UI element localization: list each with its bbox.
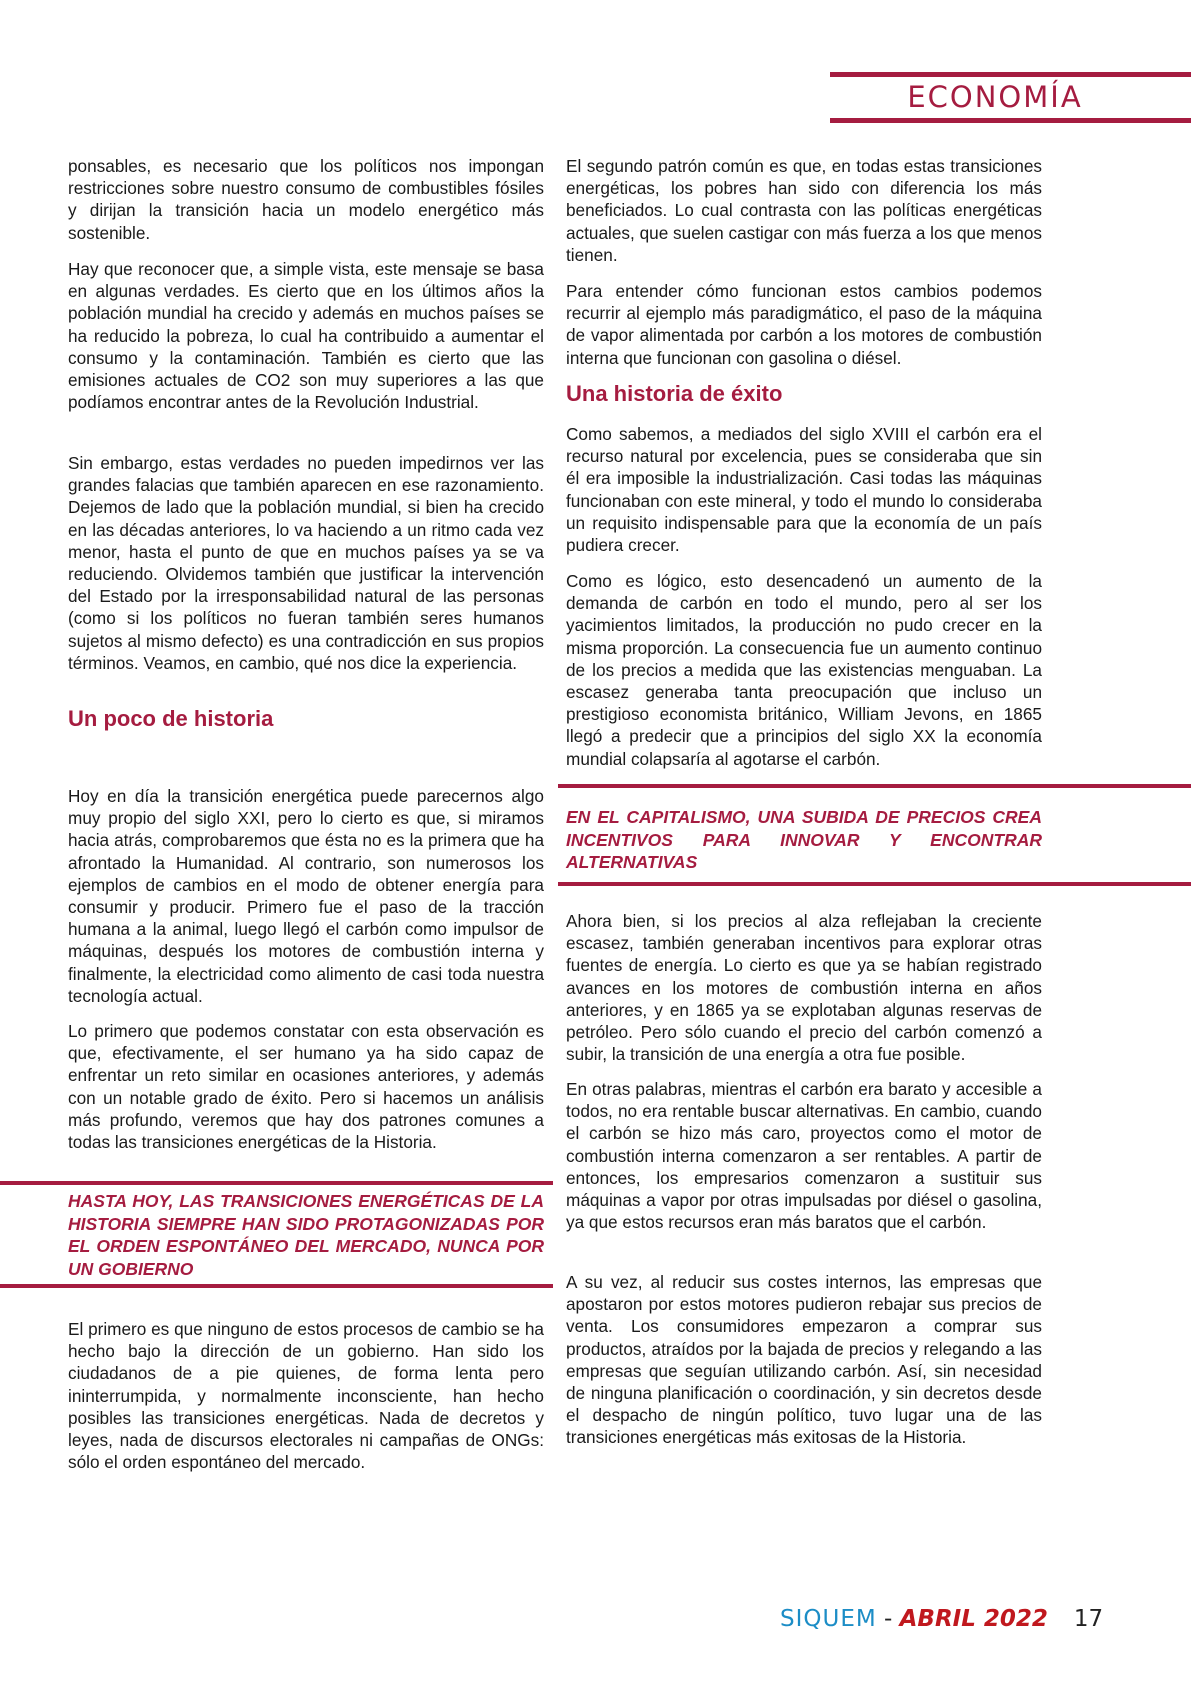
paragraph: Hay que reconocer que, a simple vista, este mensaje se basa en algunas verdades. Es cierto que en los últimos años la población mundial ha crecido y además en muchos países se ha reducido la pobreza, lo cual ha contribuido a aumentar el consumo y la contaminación. También es cierto que las emisiones actuales de CO2 son muy superiores a las que podíamos encontrar antes de la Revolución Industrial. bbox=[68, 259, 544, 413]
paragraph: Hoy en día la transición energética puede parecernos algo muy propio del siglo XXI, pero lo cierto es que, si miramos hacia atrás, comprobaremos que ésta no es la primera que ha afrontado la Humanidad. Al contrario, son numerosos los ejemplos de cambios en el modo de obtener energía para consumir y producir. Primero fue el paso de la tracción humana a la animal, luego llegó el carbón como impulsor de máquinas, después los motores de combustión interna y finalmente, la electricidad como alimento de casi toda nuestra tecnología actual. bbox=[68, 786, 544, 1006]
page-number: 17 bbox=[1073, 1606, 1104, 1632]
paragraph: ponsables, es necesario que los políticos nos impongan restricciones sobre nuestro consumo de combustibles fósiles y dirijan la transición hacia un modelo energético más sostenible. bbox=[68, 156, 544, 243]
pullquote-rule bbox=[0, 1284, 553, 1288]
pull-quote: HASTA HOY, LAS TRANSICIONES ENERGÉTICAS DE LA HISTORIA SIEMPRE HAN SIDO PROTAGONIZADAS POR EL ORDEN ESPONTÁNEO DEL MERCADO, NUNCA POR UN GOBIERNO bbox=[68, 1191, 544, 1279]
section-title: ECONOMÍA bbox=[907, 80, 1083, 114]
paragraph: En otras palabras, mientras el carbón era barato y accesible a todos, no era rentable buscar alternativas. En cambio, cuando el carbón se hizo más caro, proyectos como el motor de combustión interna comenzaron a ser rentables. A partir de entonces, los empresarios comenzaron a sustituir sus máquinas a vapor por otras impulsadas por diésel o gasolina, ya que estos recursos eran más baratos que el carbón. bbox=[566, 1079, 1042, 1233]
subheading: Un poco de historia bbox=[68, 706, 274, 731]
paragraph: Lo primero que podemos constatar con esta observación es que, efectivamente, el ser humano ya ha sido capaz de enfrentar un reto similar en ocasiones anteriores, y además con un notable grado de éxito. Pero si hacemos un análisis más profundo, veremos que hay dos patrones comunes a todas las transiciones energéticas de la Historia. bbox=[68, 1021, 544, 1153]
paragraph: Como sabemos, a mediados del siglo XVIII el carbón era el recurso natural por excelencia, pues se consideraba que sin él era imposible la industrialización. Casi todas las máquinas funcionaban con este mineral, y todo el mundo lo consideraba un requisito indispensable para que la economía de un país pudiera crecer. bbox=[566, 424, 1042, 556]
pullquote-rule bbox=[0, 1181, 553, 1185]
paragraph: El segundo patrón común es que, en todas estas transiciones energéticas, los pobres han sido con diferencia los más beneficiados. Lo cual contrasta con las políticas energéticas actuales, que suelen castigar con más fuerza a los que menos tienen. bbox=[566, 156, 1042, 265]
issue-date: ABRIL 2022 bbox=[899, 1606, 1048, 1632]
paragraph: Ahora bien, si los precios al alza reflejaban la creciente escasez, también generaban incentivos para explorar otras fuentes de energía. Lo cierto es que ya se habían registrado avances en los motores de combustión interna en años anteriores, y en 1865 ya se explotaban algunas reservas de petróleo. Pero sólo cuando el precio del carbón comenzó a subir, la transición de una energía a otra fue posible. bbox=[566, 911, 1042, 1065]
paragraph: A su vez, al reducir sus costes internos, las empresas que apostaron por estos motores pudieron rebajar sus precios de venta. Los consumidores empezaron a comprar sus productos, atraídos por la bajada de precios y relegando a las empresas que seguían utilizando carbón. Así, sin necesidad de ninguna planificación o coordinación, y sin decretos desde el despacho de ningún político, tuvo lugar una de las transiciones energéticas más exitosas de la Historia. bbox=[566, 1272, 1042, 1448]
paragraph: Sin embargo, estas verdades no pueden impedirnos ver las grandes falacias que también aparecen en ese razonamiento. Dejemos de lado que la población mundial, si bien ha crecido en las décadas anteriores, lo va haciendo a un ritmo cada vez menor, hasta el punto de que en muchos países ya se va reduciendo. Olvidemos también que justificar la intervención del Estado por la irresponsabilidad natural de las personas (como si los políticos no fueran también seres humanos sujetos al mismo defecto) es una contradicción en sus propios términos. Veamos, en cambio, qué nos dice la experiencia. bbox=[68, 453, 544, 673]
paragraph: Para entender cómo funcionan estos cambios podemos recurrir al ejemplo más paradigmático, el paso de la máquina de vapor alimentada por carbón a los motores de combustión interna que funcionan con gasolina o diésel. bbox=[566, 281, 1042, 368]
magazine-name: SIQUEM bbox=[780, 1606, 877, 1632]
pull-quote: EN EL CAPITALISMO, UNA SUBIDA DE PRECIOS CREA INCENTIVOS PARA INNOVAR Y ENCONTRAR ALTERNATIVAS bbox=[566, 807, 1042, 872]
paragraph: Como es lógico, esto desencadenó un aumento de la demanda de carbón en todo el mundo, pero al ser los yacimientos limitados, la producción no pudo crecer en la misma proporción. La consecuencia fue un aumento continuo de los precios a medida que las existencias menguaban. La escasez generaba tanta preocupación que incluso un prestigioso economista británico, William Jevons, en 1865 llegó a predecir que a principios del siglo XX la economía mundial colapsaría al agotarse el carbón. bbox=[566, 571, 1042, 769]
header-rule-top bbox=[830, 72, 1191, 77]
pullquote-rule bbox=[558, 784, 1191, 788]
pullquote-rule bbox=[558, 882, 1191, 886]
paragraph: El primero es que ninguno de estos procesos de cambio se ha hecho bajo la dirección de un gobierno. Han sido los ciudadanos de a pie quienes, de forma lenta pero ininterrumpida, y normalmente inconsciente, han hecho posibles las transiciones energéticas. Nada de decretos y leyes, nada de discursos electorales ni campañas de ONGs: sólo el orden espontáneo del mercado. bbox=[68, 1319, 544, 1473]
subheading: Una historia de éxito bbox=[566, 381, 783, 406]
footer bbox=[780, 1606, 1103, 1632]
header-rule-bottom bbox=[830, 118, 1191, 123]
footer-separator: - bbox=[876, 1606, 900, 1632]
